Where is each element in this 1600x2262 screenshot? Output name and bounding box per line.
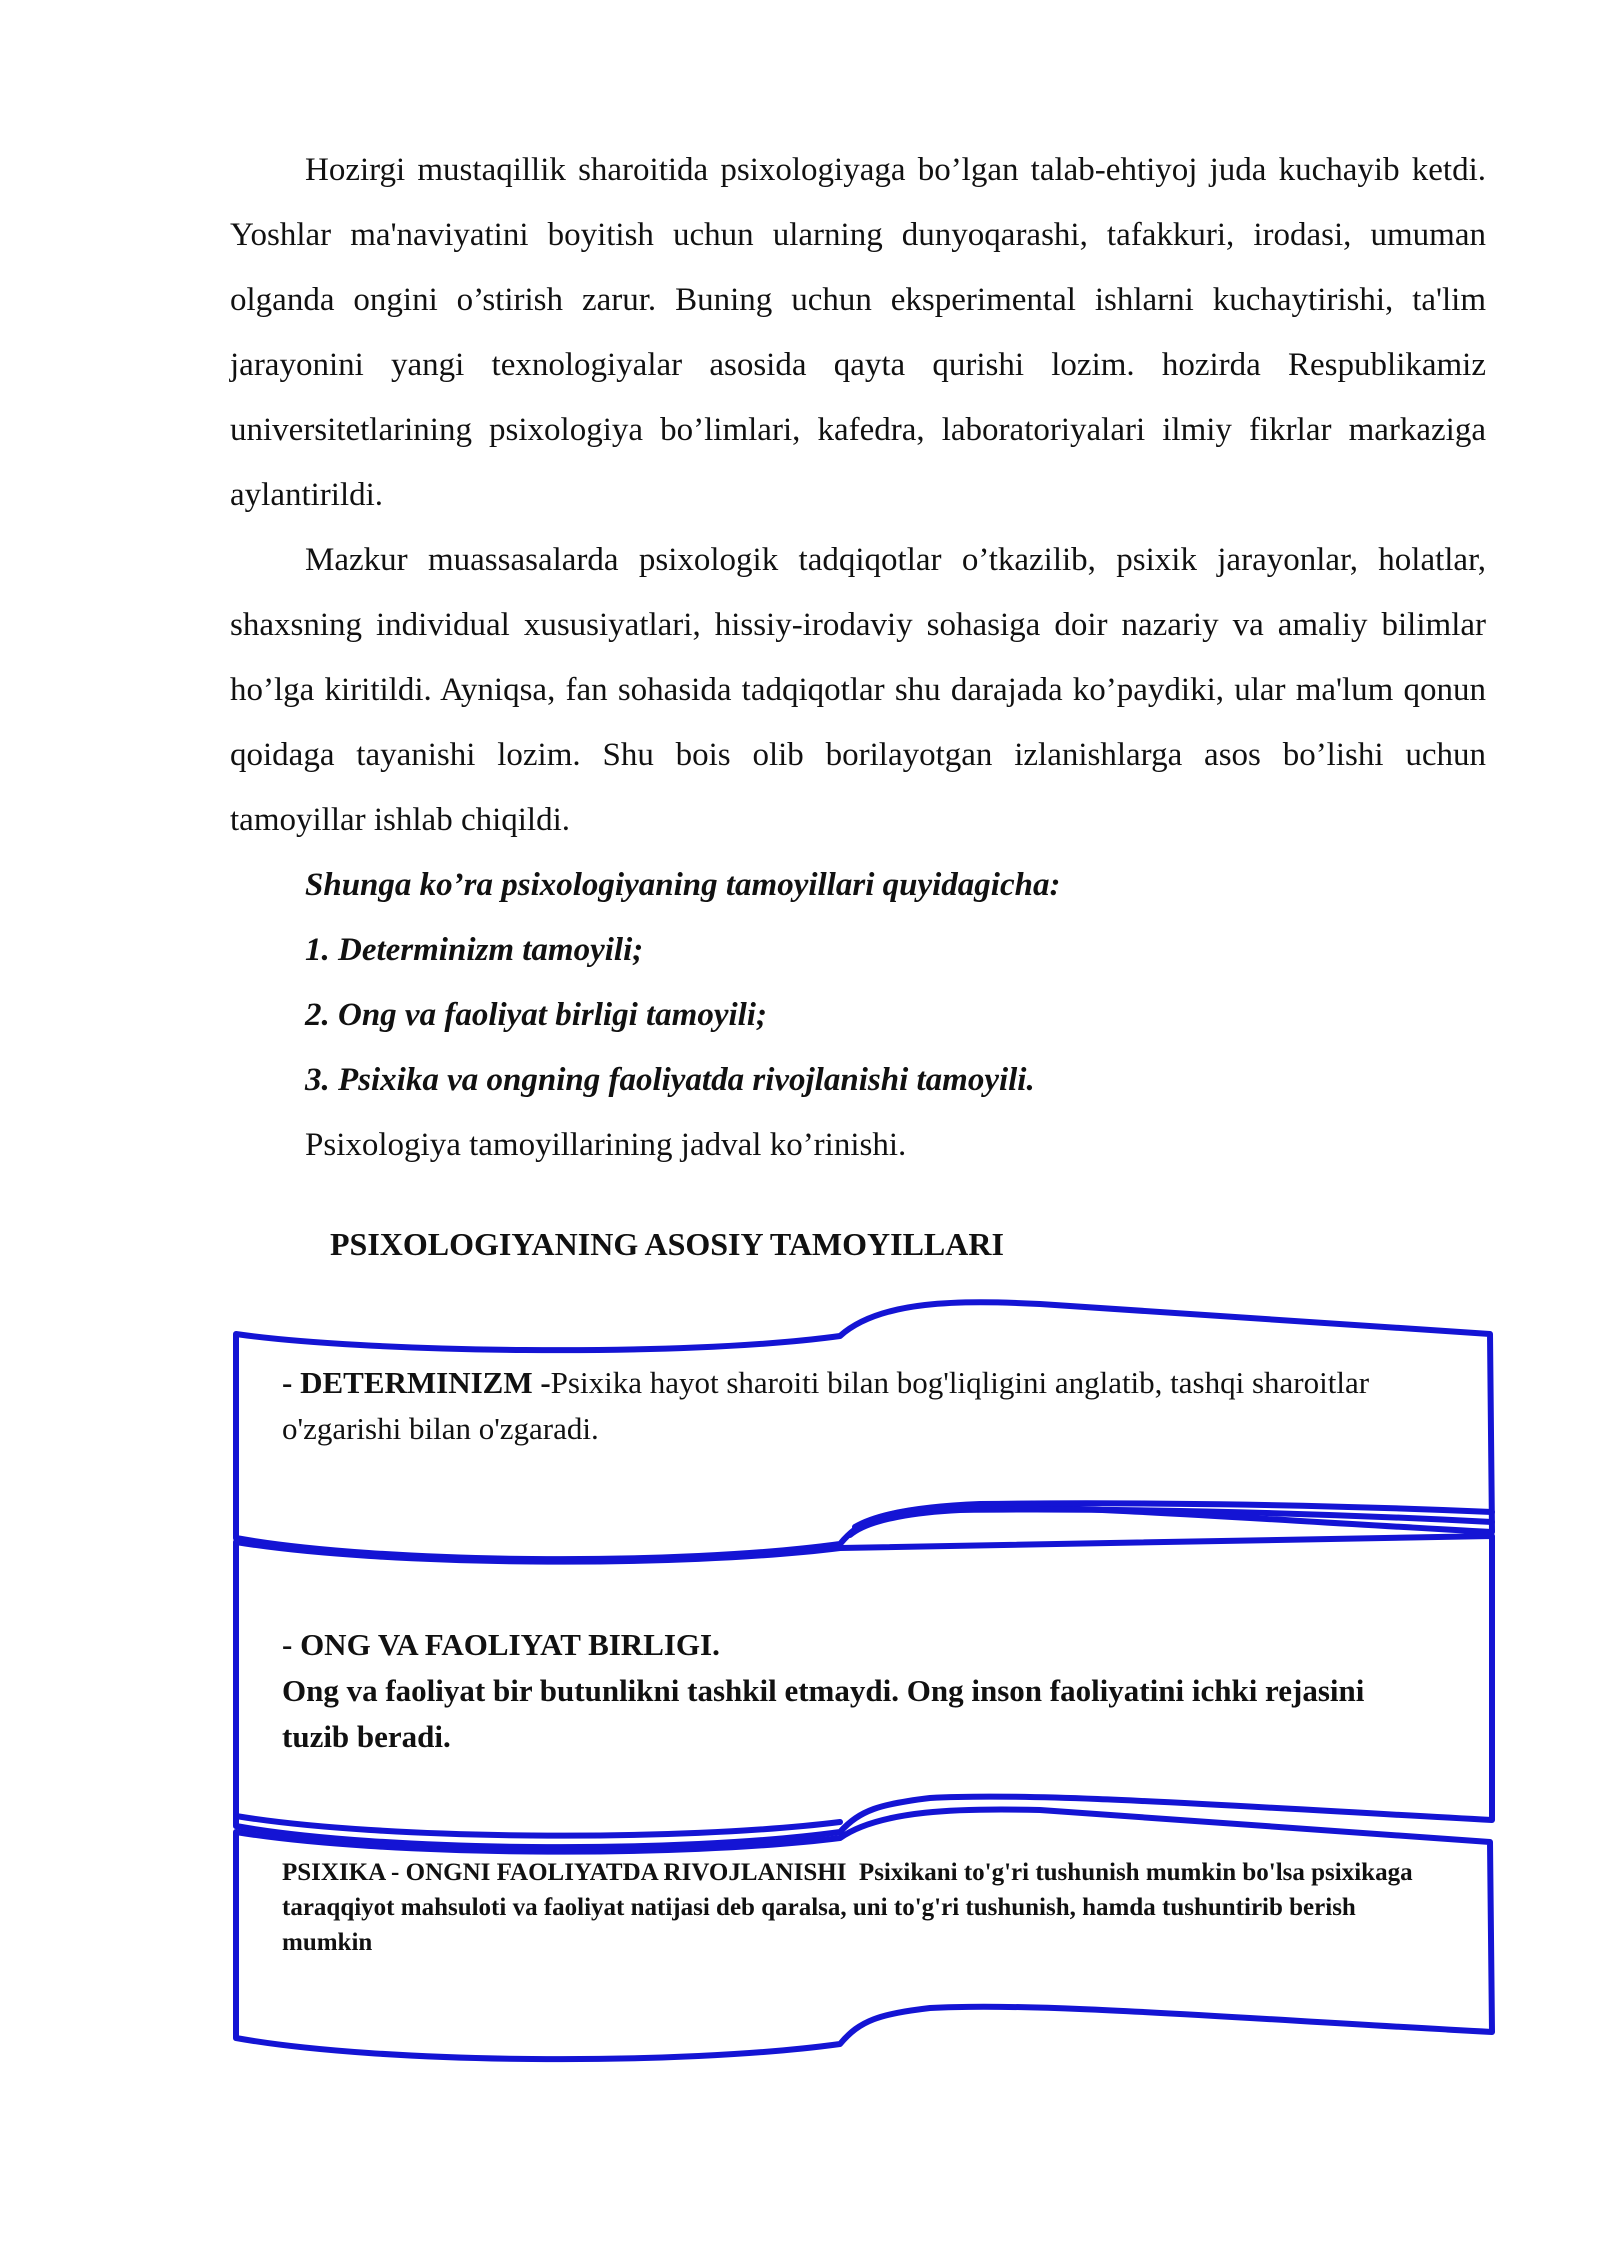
principle-item-1: 1. Determinizm tamoyili;: [305, 932, 644, 968]
box-2-title: - ONG VA FAOLIYAT BIRLIGI.: [282, 1627, 720, 1662]
principle-item-2: 2. Ong va faoliyat birligi tamoyili;: [305, 997, 767, 1033]
table-caption: Psixologiya tamoyillarining jadval ko’rinishi.: [305, 1127, 907, 1163]
box-3-text-line-1: Psixikani to'g'ri tushunish mumkin bo'lsa psixikaga: [858, 1859, 1413, 1886]
paragraph-2: Mazkur muassasalarda psixologik tadqiqotlar o’tkazilib, psixik jarayonlar, holatlar, shaxsning individual xususiyatlari, hissiy-irodaviy sohasiga doir nazariy va amaliy bilimlar ho’lga kiritildi. Ayniqsa, fan sohasida tadqiqotlar shu darajada ko’paydiki, ular ma'lum qonun qoidaga tayanishi lozim. Shu bois olib borilayotgan izlanishlarga asos bo’lishi uchun tamoyillar ishlab chiqildi.: [230, 542, 1486, 838]
box-3-content: [282, 1855, 1422, 1960]
principles-intro: Shunga ko’ra psixologiyaning tamoyillari quyidagicha:: [305, 867, 1061, 903]
principle-item-3: 3. Psixika va ongning faoliyatda rivojlanishi tamoyili.: [305, 1062, 1035, 1098]
diagram-heading: PSIXOLOGIYANING ASOSIY TAMOYILLARI: [330, 1226, 1004, 1262]
box-1-title: - DETERMINIZM -: [282, 1365, 551, 1400]
box-3-title: PSIXIKA - ONGNI FAOLIYATDA RIVOJLANISHI: [282, 1859, 847, 1886]
box-1-content: [282, 1360, 1422, 1452]
box-3-text-line-2: taraqqiyot mahsuloti va faoliyat natijasi deb qaralsa, uni to'g'ri tushunish, hamda tushuntirib berish mumkin: [282, 1894, 1356, 1956]
box-2-text: Ong va faoliyat bir butunlikni tashkil etmaydi. Ong inson faoliyatini ichki rejasini tuzib beradi.: [282, 1673, 1365, 1754]
paragraph-1: Hozirgi mustaqillik sharoitida psixologiyaga bo’lgan talab-ehtiyoj juda kuchayib ketdi. Yoshlar ma'naviyatini boyitish uchun ularning dunyoqarashi, tafakkuri, irodasi, umuman olganda ongini o’stirish zarur. Buning uchun eksperimental ishlarni kuchaytirishi, ta'lim jarayonini yangi texnologiyalar asosida qayta qurishi lozim. hozirda Respublikamiz universitetlarining psixologiya bo’limlari, kafedra, laboratoriyalari ilmiy fikrlar markaziga aylantirildi.: [230, 152, 1486, 513]
box-2-content: [282, 1622, 1422, 1760]
box-1-text: Psixika hayot sharoiti bilan bog'liqligini anglatib, tashqi sharoitlar o'zgarishi bilan o'zgaradi.: [282, 1365, 1370, 1446]
